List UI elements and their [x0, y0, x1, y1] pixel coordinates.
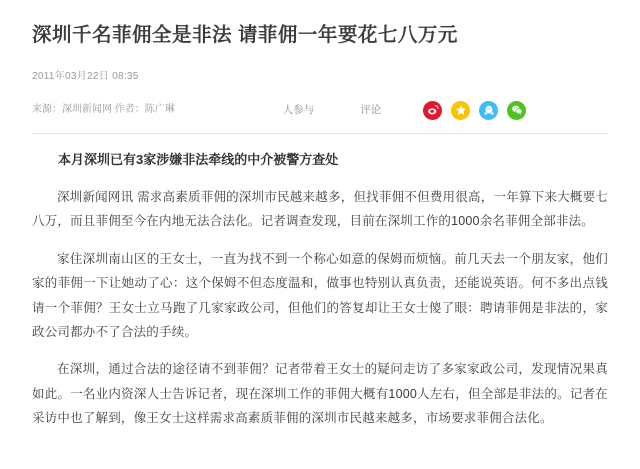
article-paragraph: 深圳新闻网讯 需求高素质菲佣的深圳市民越来越多，但找菲佣不但费用很高，一年算下来大概要七八万，而且菲佣至今在内地无法合法化。记者调查发现，目前在深圳工作的1000余名菲佣全部非法。: [32, 190, 608, 229]
article-paragraph: 在深圳，通过合法的途径请不到菲佣？记者带着王女士的疑问走访了多家家政公司，发现情况果真如此。一名业内资深人士告诉记者，现在深圳工作的菲佣大概有1000人左右，但全部是非法的。记者在采访中也了解到，像王女士这样需求高素质菲佣的深圳市民越来越多，市场要求菲佣合法化。: [32, 362, 608, 426]
meta-secondary-row: [32, 85, 608, 123]
weibo-share-icon[interactable]: [423, 101, 442, 120]
source-label: 来源：: [32, 104, 62, 116]
article-body: [32, 134, 608, 430]
article-paragraph: 家住深圳南山区的王女士，一直为找不到一个称心如意的保姆而烦恼。前几天去一个朋友家，他们家的菲佣一下让她动了心：这个保姆不但态度温和，做事也特别认真负责，还能说英语。何不多出点钱请一个菲佣？王女士立马跑了几家家政公司，但他们的答复却让王女士傻了眼：聘请菲佣是非法的，家政公司都办不了合法的手续。: [32, 251, 608, 339]
comment-link[interactable]: 评论: [360, 103, 382, 116]
meta-actions: [283, 102, 382, 119]
qq-share-icon[interactable]: [479, 101, 498, 120]
article-source: [32, 102, 175, 118]
source-link[interactable]: 深圳新闻网: [62, 104, 112, 116]
wechat-share-icon[interactable]: [507, 101, 526, 120]
participate-count[interactable]: 人参与: [282, 103, 315, 116]
publish-date: 2011年03月22日 08:35: [32, 71, 139, 83]
article-meta: [32, 63, 608, 123]
page-title: 深圳千名菲佣全是非法 请菲佣一年要花七八万元: [32, 24, 458, 46]
article-subheading: 本月深圳已有3家涉嫌非法牵线的中介被警方查处: [58, 152, 339, 168]
author-label: 作者：陈广琳: [112, 104, 175, 116]
share-icon-group: [423, 101, 526, 120]
qzone-share-icon[interactable]: [451, 101, 470, 120]
